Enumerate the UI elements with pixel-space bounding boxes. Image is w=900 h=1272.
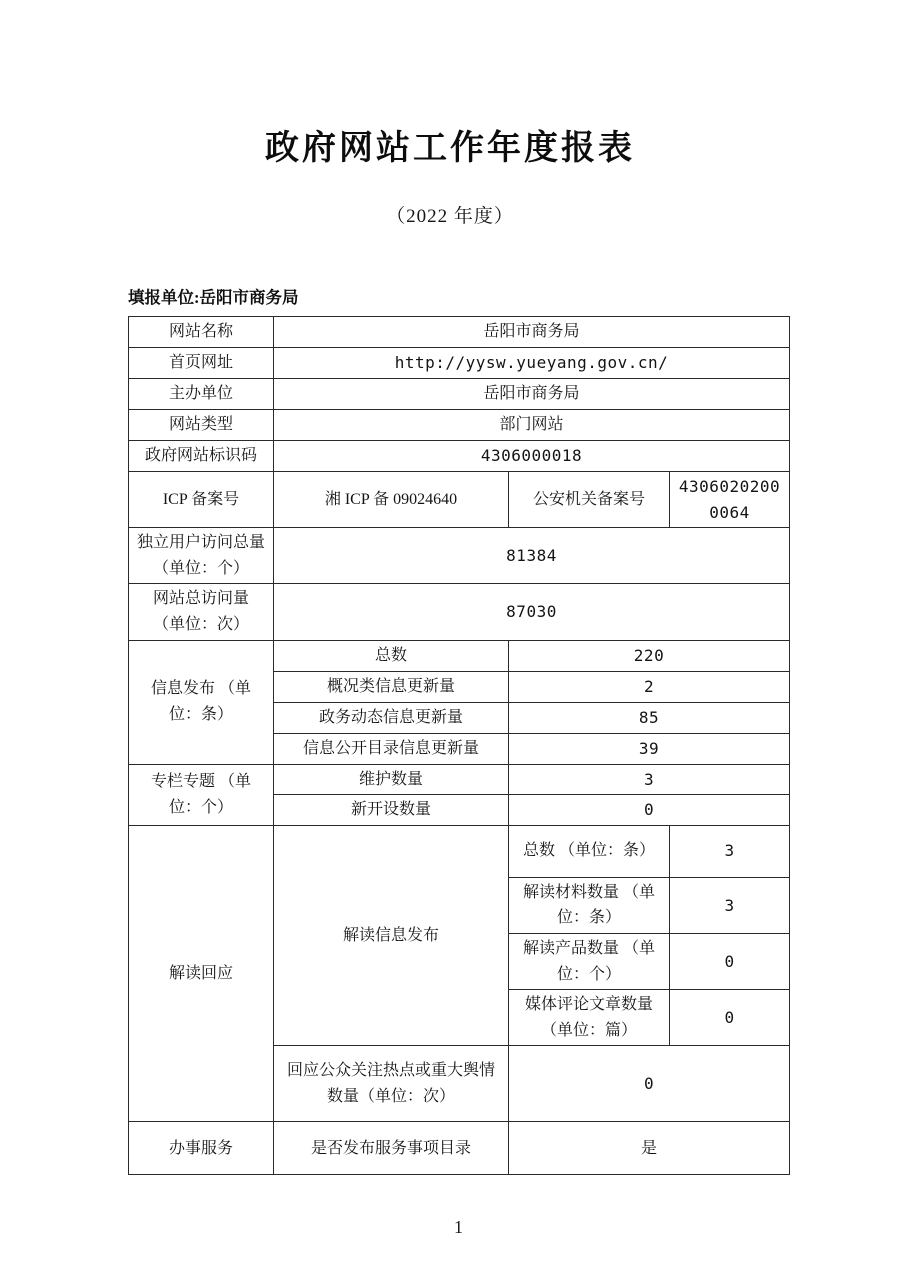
service-catalog-label: 是否发布服务事项目录 — [274, 1122, 509, 1175]
total-visits-label: 网站总访问量 （单位：次） — [129, 584, 274, 640]
site-id-code-value: 4306000018 — [274, 441, 790, 472]
homepage-url-value: http://yysw.yueyang.gov.cn/ — [274, 348, 790, 379]
info-release-gov-news-value: 85 — [509, 702, 790, 733]
special-columns-new-value: 0 — [509, 795, 790, 826]
annual-report-table — [128, 316, 790, 1175]
interpretation-total-label: 总数 （单位：条） — [509, 825, 670, 877]
row-site-name — [129, 317, 790, 348]
homepage-url-label: 首页网址 — [129, 348, 274, 379]
info-release-gov-news-label: 政务动态信息更新量 — [274, 702, 509, 733]
organizer-label: 主办单位 — [129, 379, 274, 410]
info-release-directory-value: 39 — [509, 733, 790, 764]
interpretation-products-value: 0 — [670, 933, 790, 989]
service-catalog-value: 是 — [509, 1122, 790, 1175]
icp-label: ICP 备案号 — [129, 472, 274, 528]
site-name-value: 岳阳市商务局 — [274, 317, 790, 348]
interpretation-total-value: 3 — [670, 825, 790, 877]
info-release-total-label: 总数 — [274, 640, 509, 671]
interpretation-products-label: 解读产品数量 （单位：个） — [509, 933, 670, 989]
reporting-unit-line: 填报单位:岳阳市商务局 — [128, 288, 299, 307]
info-release-overview-label: 概况类信息更新量 — [274, 671, 509, 702]
special-columns-maintained-label: 维护数量 — [274, 764, 509, 795]
row-special-columns-maintained — [129, 764, 790, 795]
row-services-catalog — [129, 1122, 790, 1175]
special-columns-maintained-value: 3 — [509, 764, 790, 795]
page-number: 1 — [454, 1217, 463, 1238]
page-title: 政府网站工作年度报表 — [265, 129, 635, 167]
interpretation-media-articles-value: 0 — [670, 990, 790, 1046]
police-record-value: 43060202000064 — [670, 472, 790, 528]
interpretation-materials-value: 3 — [670, 877, 790, 933]
unique-visitors-value: 81384 — [274, 528, 790, 584]
police-record-label: 公安机关备案号 — [509, 472, 670, 528]
site-type-value: 部门网站 — [274, 410, 790, 441]
special-columns-group-label: 专栏专题 （单位：个） — [129, 764, 274, 825]
row-icp — [129, 472, 790, 528]
row-unique-visitors — [129, 528, 790, 584]
row-site-id-code — [129, 441, 790, 472]
total-visits-value: 87030 — [274, 584, 790, 640]
hot-response-value: 0 — [509, 1046, 790, 1122]
info-release-total-value: 220 — [509, 640, 790, 671]
icp-value: 湘 ICP 备 09024640 — [274, 472, 509, 528]
interpretation-materials-label: 解读材料数量 （单位：条） — [509, 877, 670, 933]
unique-visitors-label: 独立用户访问总量（单位：个） — [129, 528, 274, 584]
hot-response-label: 回应公众关注热点或重大舆情数量（单位：次） — [274, 1046, 509, 1122]
site-type-label: 网站类型 — [129, 410, 274, 441]
interpretation-media-articles-label: 媒体评论文章数量 （单位：篇） — [509, 990, 670, 1046]
row-site-type — [129, 410, 790, 441]
special-columns-new-label: 新开设数量 — [274, 795, 509, 826]
info-release-directory-label: 信息公开目录信息更新量 — [274, 733, 509, 764]
row-info-release-total — [129, 640, 790, 671]
site-name-label: 网站名称 — [129, 317, 274, 348]
interpretation-release-label: 解读信息发布 — [274, 825, 509, 1046]
row-total-visits — [129, 584, 790, 640]
row-homepage-url — [129, 348, 790, 379]
services-group-label: 办事服务 — [129, 1122, 274, 1175]
page-subtitle: （2022 年度） — [386, 206, 514, 227]
row-organizer — [129, 379, 790, 410]
info-release-overview-value: 2 — [509, 671, 790, 702]
site-id-code-label: 政府网站标识码 — [129, 441, 274, 472]
row-interpretation-total — [129, 825, 790, 877]
organizer-value: 岳阳市商务局 — [274, 379, 790, 410]
interpretation-response-group-label: 解读回应 — [129, 825, 274, 1122]
info-release-group-label: 信息发布 （单位：条） — [129, 640, 274, 764]
